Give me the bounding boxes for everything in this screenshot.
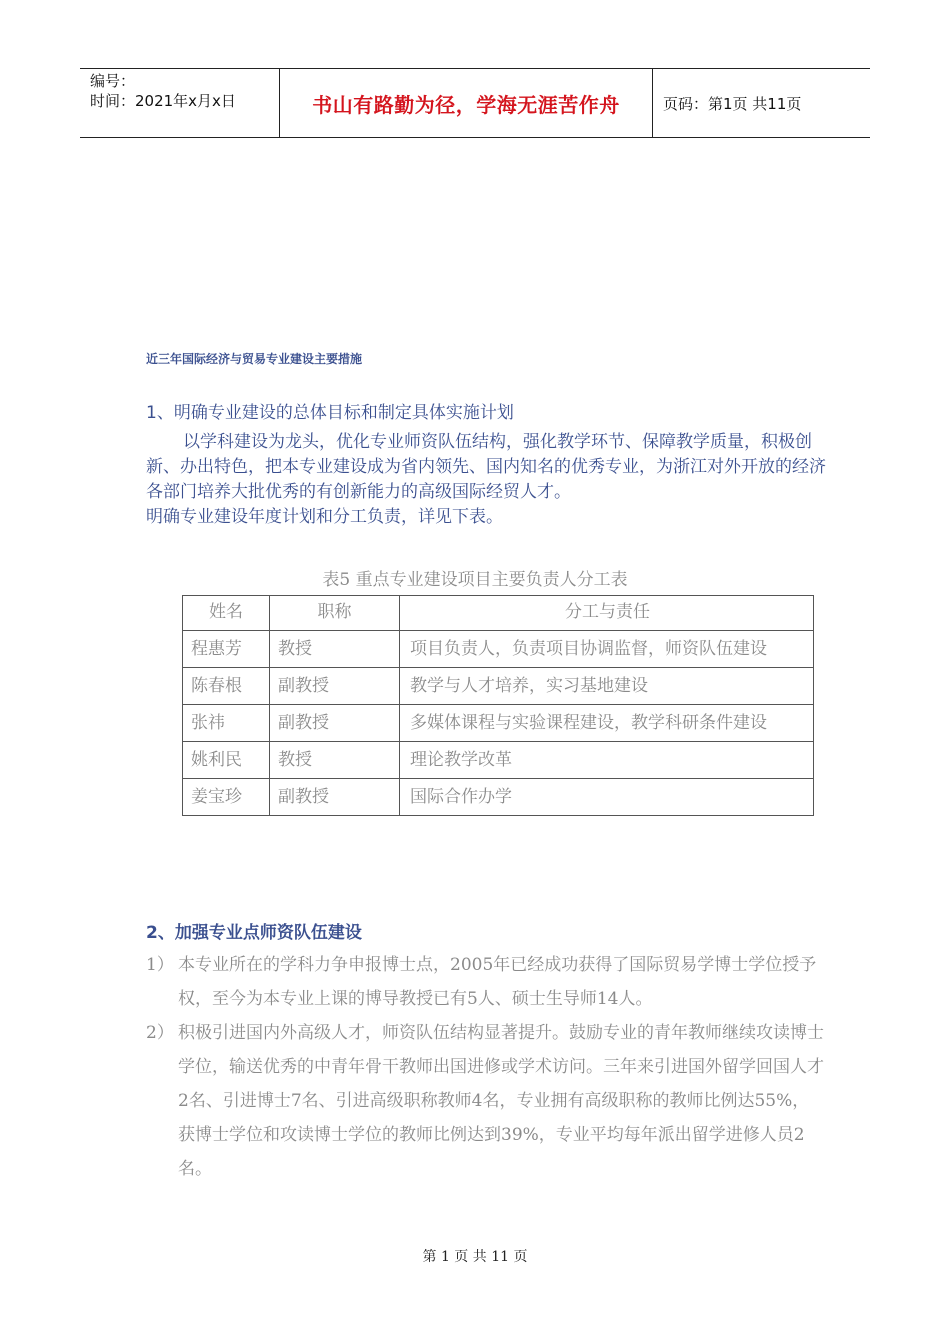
name-cell: 姜宝珍 [183,779,270,816]
list-item [146,1016,826,1186]
duty-table [182,595,814,816]
section1-body [146,430,826,530]
section1-paragraph-2: 明确专业建设年度计划和分工负责，详见下表。 [146,507,503,527]
header-motto: 书山有路勤为径，学海无涯苦作舟 [280,69,653,137]
table-row [183,631,814,668]
title-cell: 副教授 [270,779,400,816]
list-item-number: 1） [146,955,174,975]
time-label: 时间：2021年x月x日 [90,92,236,110]
table-header-cell: 姓名 [183,596,270,631]
table-header-cell: 职称 [270,596,400,631]
table-row [183,668,814,705]
list-item-text: 积极引进国内外高级人才，师资队伍结构显著提升。鼓励专业的青年教师继续攻读博士学位，输送优秀的中青年骨干教师出国进修或学术访问。三年来引进国外留学回国人才2名、引进博士7名、引进高级职称教师4名，专业拥有高级职称的教师比例达55%，获博士学位和攻读博士学位的教师比例达到39%，专业平均每年派出留学进修人员2名。 [178,1023,824,1179]
table-row [183,705,814,742]
code-label: 编号： [90,72,136,90]
title-cell: 副教授 [270,668,400,705]
table-header-row [183,596,814,631]
section2-list [146,948,826,1186]
page-header [80,68,870,138]
table-header-cell: 分工与责任 [400,596,814,631]
title-cell: 教授 [270,742,400,779]
duty-cell: 国际合作办学 [400,779,814,816]
name-cell: 姚利民 [183,742,270,779]
list-item [146,948,826,1016]
duty-cell: 项目负责人，负责项目协调监督，师资队伍建设 [400,631,814,668]
name-cell: 陈春根 [183,668,270,705]
table-row [183,742,814,779]
list-item-number: 2） [146,1023,174,1043]
header-page-label: 页码：第1页 共11页 [663,94,802,113]
list-item-text: 本专业所在的学科力争申报博士点，2005年已经成功获得了国际贸易学博士学位授予权，至今为本专业上课的博导教授已有5人、硕士生导师14人。 [178,955,817,1009]
page-footer: 第 1 页 共 11 页 [422,1249,528,1265]
name-cell: 张祎 [183,705,270,742]
duty-cell: 多媒体课程与实验课程建设，教学科研条件建设 [400,705,814,742]
section2-heading: 2、加强专业点师资队伍建设 [146,923,362,943]
name-cell: 程惠芳 [183,631,270,668]
doc-title: 近三年国际经济与贸易专业建设主要措施 [146,352,363,366]
header-meta [80,69,280,137]
table-row [183,779,814,816]
title-cell: 教授 [270,631,400,668]
section1-paragraph: 以学科建设为龙头，优化专业师资队伍结构，强化教学环节、保障教学质量，积极创新、办出特色，把本专业建设成为省内领先、国内知名的优秀专业，为浙江对外开放的经济各部门培养大批优秀的有创新能力的高级国际经贸人才。 [146,432,826,502]
table-caption: 表5 重点专业建设项目主要负责人分工表 [322,570,628,590]
section1-heading: 1、明确专业建设的总体目标和制定具体实施计划 [146,403,514,423]
duty-cell: 理论教学改革 [400,742,814,779]
title-cell: 副教授 [270,705,400,742]
duty-cell: 教学与人才培养，实习基地建设 [400,668,814,705]
